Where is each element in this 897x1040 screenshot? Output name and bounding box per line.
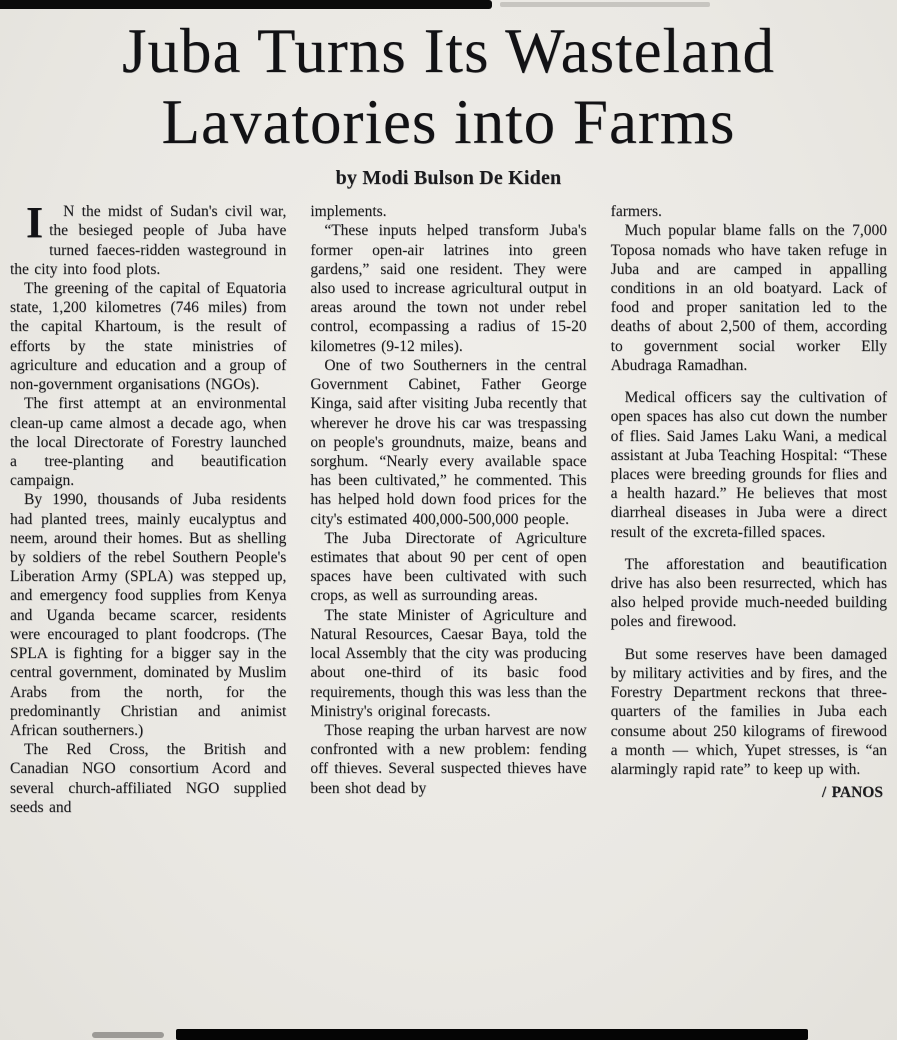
column-3 xyxy=(611,202,887,802)
lead-paragraph xyxy=(10,198,287,279)
paragraph: One of two Southerners in the central Government Cabinet, Father George Kinga, said after visiting Juba recently that wherever he drove his car was trespassing on people's groundnuts, maize, beans and sorghum. “Nearly every available space has been cultivated,” he commented. This has helped hold down food prices for the city's estimated 400,000-500,000 people. xyxy=(310,356,587,528)
article-body xyxy=(0,198,897,817)
paragraph: The state Minister of Agriculture and Natural Resources, Caesar Baya, told the local Assembly that the city was producing about one-third of its basic food requirements, though this was less than the Ministry's original forecasts. xyxy=(310,606,587,720)
paragraph: The afforestation and beautification drive has also been resurrected, which has also helped provide much-needed building poles and firewood. xyxy=(610,555,887,631)
paragraph: By 1990, thousands of Juba residents had planted trees, mainly eucalyptus and neem, around their homes. But as shelling by soldiers of the rebel Southern People's Liberation Army (SPLA) was stepped up, and emergency food supplies from Kenya and Uganda became scarcer, residents were encouraged to plant foodcrops. (The SPLA is fighting for a bigger say in the central government, dominated by Muslim Arabs from the north, for the predominantly Christian and animist African southerners.) xyxy=(10,491,287,739)
scan-artifact-bottom-smudge xyxy=(92,1032,164,1038)
article-headline xyxy=(0,16,897,157)
paragraph: But some reserves have been damaged by military activities and by fires, and the Forestry Department reckons that three-quarters of the families in Juba each consume about 250 kilograms of firewood a month — which, Yupet stresses, is “an alarmingly rapid rate” to keep up with. xyxy=(610,645,887,778)
paragraph: farmers. xyxy=(610,203,662,221)
paragraph: Much popular blame falls on the 7,000 Toposa nomads who have taken refuge in Juba and are camped in appalling conditions in an old boatyard. Lack of food and proper sanitation led to the deaths of about 2,500 of them, according to government social worker Elly Abudraga Ramadhan. xyxy=(610,222,887,374)
paragraph: implements. xyxy=(310,203,387,221)
byline: by Modi Bulson De Kiden xyxy=(335,167,562,190)
lead-text: N the midst of Sudan's civil war, the besieged people of Juba have turned faeces-ridden wasteground in the city into food plots. xyxy=(10,203,287,278)
paragraph: Medical officers say the cultivation of open spaces has also cut down the number of flies. Said James Laku Wani, a medical assistant at Juba Teaching Hospital: “These places were breeding grounds for flies and a health hazard.” He believes that most diarrheal diseases in Juba were a direct result of the excreta-filled spaces. xyxy=(610,389,887,541)
headline-line-2: Lavatories into Farms xyxy=(161,86,736,157)
scan-artifact-bottom-bar xyxy=(176,1029,808,1040)
dropcap: I xyxy=(26,198,44,248)
paragraph: The Red Cross, the British and Canadian NGO consortium Acord and several church-affiliated NGO supplied seeds and xyxy=(10,741,287,816)
headline-line-1: Juba Turns Its Wasteland xyxy=(121,16,776,86)
scan-artifact-top-smear xyxy=(500,2,710,7)
paragraph: The Juba Directorate of Agriculture estimates that about 90 per cent of open spaces have been cultivated with such crops, as well as surrounding areas. xyxy=(310,529,587,605)
agency-credit: / PANOS xyxy=(821,784,883,802)
paragraph: The first attempt at an environmental clean-up came almost a decade ago, when the local Directorate of Forestry launched a tree-planting and beautification campaign. xyxy=(10,395,287,490)
column-2 xyxy=(310,202,586,798)
column-1 xyxy=(10,198,287,817)
paragraph: Those reaping the urban harvest are now confronted with a new problem: fending off thieves. Several suspected thieves have been shot dead by xyxy=(310,722,587,797)
paragraph: The greening of the capital of Equatoria state, 1,200 kilometres (746 miles) from the capital Khartoum, is the result of efforts by the state ministries of agriculture and education and a group of non-government organisations (NGOs). xyxy=(10,279,287,394)
paragraph: “These inputs helped transform Juba's former open-air latrines into green gardens,” said one resident. They were also used to increase agricultural output in areas around the town not under rebel control, ecompassing a radius of 15-20 kilometres (9-12 miles). xyxy=(310,222,587,355)
scan-artifact-top-bar xyxy=(0,0,492,9)
